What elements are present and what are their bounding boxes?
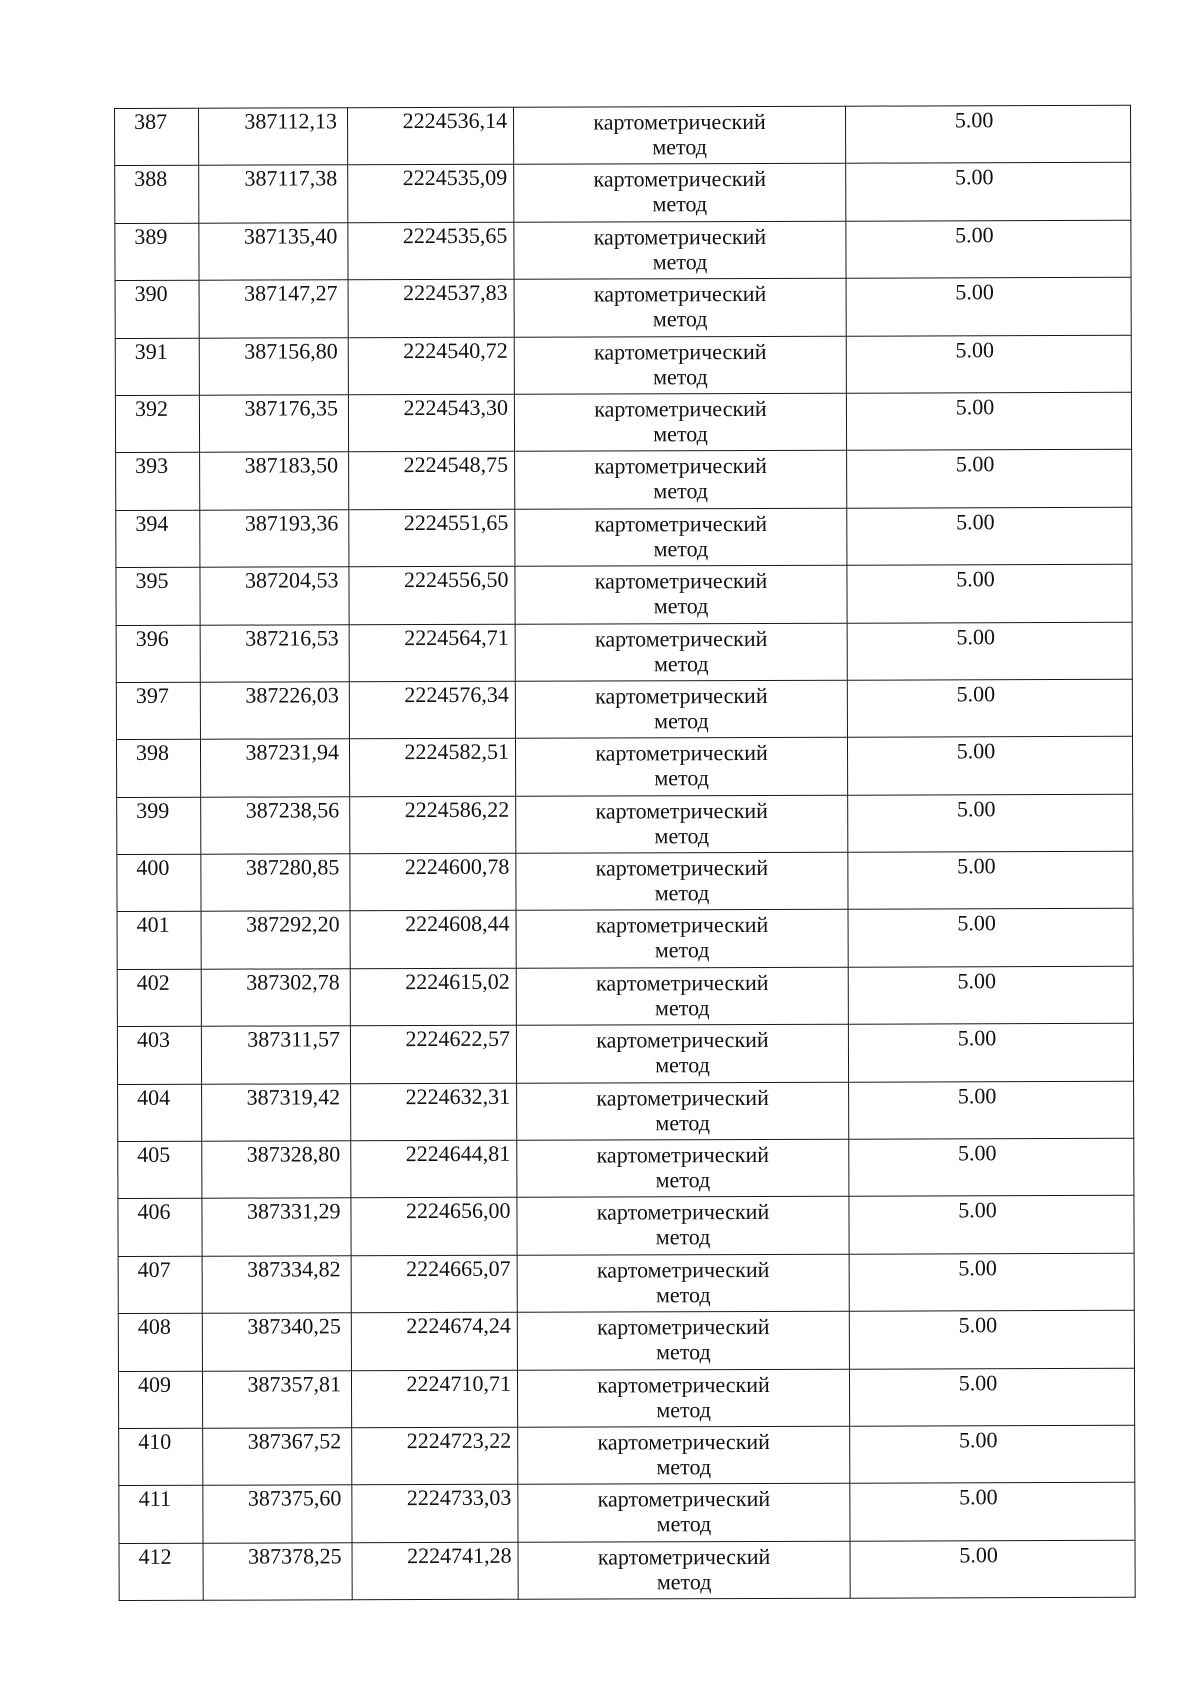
x-coordinate-cell: 387147,27 — [199, 280, 348, 338]
table-row — [117, 909, 1133, 970]
point-number-cell: 407 — [118, 1256, 202, 1314]
method-cell — [517, 1139, 849, 1197]
y-coordinate-cell: 2224543,30 — [348, 394, 514, 452]
x-coordinate-cell: 387204,53 — [200, 567, 349, 625]
accuracy-cell: 5.00 — [847, 507, 1132, 565]
method-line-2: метод — [656, 1568, 712, 1595]
table-row — [117, 966, 1133, 1027]
method-cell — [515, 565, 847, 623]
table-row — [116, 564, 1132, 625]
table-row — [115, 392, 1131, 453]
accuracy-cell: 5.00 — [848, 794, 1133, 852]
method-line-2: метод — [652, 134, 707, 160]
point-number-cell: 406 — [118, 1199, 202, 1257]
x-coordinate-cell: 387112,13 — [199, 108, 348, 166]
y-coordinate-cell: 2224540,72 — [348, 337, 514, 395]
x-coordinate-cell: 387375,60 — [203, 1485, 352, 1543]
x-coordinate-cell: 387367,52 — [203, 1428, 352, 1486]
accuracy-cell: 5.00 — [849, 1311, 1134, 1369]
method-cell — [518, 1541, 850, 1599]
point-number-cell: 387 — [115, 108, 199, 166]
y-coordinate-cell: 2224733,03 — [352, 1485, 518, 1543]
y-coordinate-cell: 2224665,07 — [351, 1255, 517, 1313]
table-row — [116, 450, 1132, 511]
point-number-cell: 409 — [118, 1371, 202, 1429]
method-line-2: метод — [653, 535, 709, 562]
point-number-cell: 402 — [117, 969, 201, 1027]
accuracy-cell: 5.00 — [850, 1540, 1135, 1598]
y-coordinate-cell: 2224535,65 — [348, 222, 514, 280]
accuracy-cell: 5.00 — [847, 564, 1132, 622]
x-coordinate-cell: 387238,56 — [201, 796, 350, 854]
method-line-2: метод — [653, 421, 708, 447]
accuracy-cell: 5.00 — [846, 392, 1131, 450]
x-coordinate-cell: 387292,20 — [201, 911, 350, 969]
point-number-cell: 408 — [118, 1313, 202, 1371]
method-line-2: метод — [653, 593, 709, 619]
method-cell — [513, 106, 845, 164]
point-number-cell: 390 — [115, 280, 199, 338]
method-line-1: картометрический — [596, 1084, 769, 1111]
y-coordinate-cell: 2224537,83 — [348, 279, 514, 337]
method-line-1: картометрический — [593, 108, 766, 135]
method-line-1: картометрический — [597, 1486, 771, 1512]
table-row — [117, 851, 1133, 912]
table-row — [116, 737, 1132, 798]
point-number-cell: 404 — [118, 1084, 202, 1142]
method-cell — [517, 1254, 849, 1312]
accuracy-cell: 5.00 — [847, 679, 1132, 737]
point-number-cell: 396 — [116, 625, 200, 683]
point-number-cell: 412 — [119, 1543, 203, 1601]
accuracy-cell: 5.00 — [846, 163, 1131, 221]
x-coordinate-cell: 387328,80 — [202, 1141, 351, 1199]
y-coordinate-cell: 2224632,31 — [351, 1083, 517, 1141]
method-line-2: метод — [655, 1167, 711, 1193]
method-line-2: метод — [652, 248, 708, 275]
method-line-1: картометрический — [597, 1543, 771, 1570]
accuracy-cell: 5.00 — [849, 1081, 1134, 1139]
y-coordinate-cell: 2224723,22 — [352, 1427, 518, 1485]
method-cell — [516, 795, 848, 853]
x-coordinate-cell: 387331,29 — [202, 1198, 351, 1256]
y-coordinate-cell: 2224741,28 — [352, 1542, 518, 1600]
point-number-cell: 398 — [116, 740, 200, 798]
method-line-2: метод — [655, 1052, 710, 1078]
x-coordinate-cell: 387231,94 — [200, 739, 349, 797]
method-line-1: картометрический — [595, 855, 769, 881]
table-row — [116, 622, 1132, 683]
table-row — [118, 1138, 1134, 1199]
table-row — [118, 1311, 1134, 1372]
method-line-1: картометрический — [595, 740, 768, 766]
point-number-cell: 399 — [117, 797, 201, 855]
method-cell — [516, 967, 848, 1025]
y-coordinate-cell: 2224622,57 — [350, 1025, 516, 1083]
method-line-1: картометрический — [594, 568, 768, 594]
method-line-2: метод — [653, 478, 709, 504]
method-cell — [517, 1082, 849, 1140]
method-line-2: метод — [654, 822, 710, 848]
point-number-cell: 389 — [115, 223, 199, 281]
accuracy-cell: 5.00 — [847, 737, 1132, 795]
method-line-1: картометрический — [597, 1314, 770, 1340]
x-coordinate-cell: 387216,53 — [200, 624, 349, 682]
method-line-1: картометрический — [595, 682, 768, 709]
x-coordinate-cell: 387378,25 — [203, 1543, 352, 1601]
method-cell — [517, 1197, 849, 1255]
accuracy-cell: 5.00 — [849, 1368, 1134, 1426]
method-line-2: метод — [655, 1109, 711, 1135]
method-cell — [517, 1369, 849, 1427]
method-cell — [515, 451, 847, 509]
accuracy-cell: 5.00 — [849, 1138, 1134, 1196]
point-number-cell: 411 — [119, 1486, 203, 1544]
table-row — [115, 163, 1131, 224]
method-cell — [517, 1311, 849, 1369]
x-coordinate-cell: 387319,42 — [202, 1083, 351, 1141]
y-coordinate-cell: 2224674,24 — [351, 1312, 517, 1370]
table-row — [117, 794, 1133, 855]
method-line-2: метод — [654, 708, 709, 734]
table-row — [117, 1024, 1133, 1085]
method-line-1: картометрический — [594, 453, 767, 479]
x-coordinate-cell: 387183,50 — [200, 452, 349, 510]
method-cell — [518, 1426, 850, 1484]
y-coordinate-cell: 2224564,71 — [349, 624, 515, 682]
method-line-1: картометрический — [597, 1371, 770, 1398]
method-line-1: картометрический — [596, 1256, 770, 1283]
method-cell — [515, 508, 847, 566]
y-coordinate-cell: 2224576,34 — [349, 681, 515, 739]
method-line-1: картометрический — [594, 395, 767, 422]
method-line-2: метод — [656, 1396, 711, 1422]
method-line-2: метод — [652, 306, 708, 332]
coordinates-table-body — [115, 105, 1136, 1600]
method-line-2: метод — [655, 1281, 711, 1308]
method-line-2: метод — [654, 765, 709, 791]
table-row — [118, 1368, 1134, 1429]
point-number-cell: 401 — [117, 912, 201, 970]
y-coordinate-cell: 2224548,75 — [349, 452, 515, 510]
method-line-1: картометрический — [593, 281, 767, 307]
accuracy-cell: 5.00 — [848, 966, 1133, 1024]
y-coordinate-cell: 2224582,51 — [349, 739, 515, 797]
point-number-cell: 405 — [118, 1141, 202, 1199]
y-coordinate-cell: 2224710,71 — [351, 1370, 517, 1428]
accuracy-cell: 5.00 — [846, 335, 1131, 393]
method-cell — [516, 1024, 848, 1082]
accuracy-cell: 5.00 — [847, 622, 1132, 680]
accuracy-cell: 5.00 — [849, 1253, 1134, 1311]
point-number-cell: 394 — [116, 510, 200, 568]
method-cell — [515, 737, 847, 795]
method-line-1: картометрический — [593, 338, 767, 365]
point-number-cell: 410 — [119, 1428, 203, 1486]
point-number-cell: 392 — [115, 395, 199, 453]
table-row — [118, 1253, 1134, 1314]
point-number-cell: 388 — [115, 166, 199, 224]
x-coordinate-cell: 387135,40 — [199, 223, 348, 281]
x-coordinate-cell: 387176,35 — [199, 395, 348, 453]
table-row — [115, 335, 1131, 396]
accuracy-cell: 5.00 — [848, 1024, 1133, 1082]
method-line-1: картометрический — [593, 166, 766, 192]
table-row — [115, 277, 1131, 338]
accuracy-cell: 5.00 — [846, 277, 1131, 335]
accuracy-cell: 5.00 — [847, 450, 1132, 508]
y-coordinate-cell: 2224644,81 — [351, 1140, 517, 1198]
method-cell — [515, 623, 847, 681]
method-line-2: метод — [653, 363, 708, 389]
method-line-2: метод — [654, 994, 710, 1021]
y-coordinate-cell: 2224535,09 — [348, 165, 514, 223]
method-line-1: картометрический — [596, 1027, 769, 1053]
method-line-2: метод — [656, 1454, 712, 1480]
x-coordinate-cell: 387156,80 — [199, 337, 348, 395]
point-number-cell: 400 — [117, 854, 201, 912]
y-coordinate-cell: 2224608,44 — [350, 911, 516, 969]
method-line-2: метод — [654, 880, 710, 906]
point-number-cell: 391 — [115, 338, 199, 396]
method-line-2: метод — [654, 937, 710, 963]
table-row — [118, 1196, 1134, 1257]
y-coordinate-cell: 2224536,14 — [348, 107, 514, 165]
point-number-cell: 397 — [116, 682, 200, 740]
table-row — [116, 679, 1132, 740]
method-line-2: метод — [652, 191, 708, 217]
method-line-1: картометрический — [595, 797, 768, 824]
method-cell — [514, 221, 846, 279]
method-cell — [514, 164, 846, 222]
method-line-2: метод — [653, 650, 709, 676]
method-line-1: картометрический — [594, 510, 768, 537]
method-line-2: метод — [656, 1339, 711, 1365]
method-cell — [516, 852, 848, 910]
method-cell — [514, 393, 846, 451]
x-coordinate-cell: 387311,57 — [201, 1026, 350, 1084]
y-coordinate-cell: 2224600,78 — [350, 853, 516, 911]
y-coordinate-cell: 2224586,22 — [350, 796, 516, 854]
method-line-2: метод — [656, 1511, 712, 1537]
method-line-1: картометрический — [595, 969, 769, 996]
x-coordinate-cell: 387357,81 — [202, 1370, 351, 1428]
x-coordinate-cell: 387193,36 — [200, 509, 349, 567]
accuracy-cell: 5.00 — [848, 851, 1133, 909]
accuracy-cell: 5.00 — [850, 1425, 1135, 1483]
method-cell — [514, 336, 846, 394]
point-number-cell: 395 — [116, 567, 200, 625]
y-coordinate-cell: 2224656,00 — [351, 1198, 517, 1256]
accuracy-cell: 5.00 — [845, 105, 1130, 163]
accuracy-cell: 5.00 — [849, 1196, 1134, 1254]
table-row — [118, 1081, 1134, 1142]
method-cell — [516, 910, 848, 968]
table-row — [119, 1483, 1135, 1544]
table-row — [115, 220, 1131, 281]
table-row — [119, 1540, 1135, 1601]
x-coordinate-cell: 387340,25 — [202, 1313, 351, 1371]
accuracy-cell: 5.00 — [848, 909, 1133, 967]
point-number-cell: 393 — [116, 453, 200, 511]
x-coordinate-cell: 387280,85 — [201, 854, 350, 912]
y-coordinate-cell: 2224551,65 — [349, 509, 515, 567]
method-line-2: метод — [655, 1224, 711, 1250]
x-coordinate-cell: 387334,82 — [202, 1256, 351, 1314]
method-line-1: картометрический — [596, 1199, 770, 1225]
accuracy-cell: 5.00 — [846, 220, 1131, 278]
method-line-1: картометрический — [597, 1428, 770, 1455]
table-row — [116, 507, 1132, 568]
method-line-1: картометрический — [596, 1141, 770, 1168]
y-coordinate-cell: 2224615,02 — [350, 968, 516, 1026]
table-row — [119, 1425, 1135, 1486]
method-line-1: картометрический — [595, 912, 769, 938]
x-coordinate-cell: 387117,38 — [199, 165, 348, 223]
accuracy-cell: 5.00 — [850, 1483, 1135, 1541]
method-cell — [515, 680, 847, 738]
coordinates-table — [114, 105, 1136, 1601]
y-coordinate-cell: 2224556,50 — [349, 566, 515, 624]
table-row — [115, 105, 1131, 166]
method-line-1: картометрический — [594, 625, 768, 652]
method-cell — [518, 1484, 850, 1542]
x-coordinate-cell: 387302,78 — [201, 969, 350, 1027]
method-line-1: картометрический — [593, 223, 767, 250]
method-cell — [514, 278, 846, 336]
x-coordinate-cell: 387226,03 — [200, 682, 349, 740]
point-number-cell: 403 — [117, 1026, 201, 1084]
